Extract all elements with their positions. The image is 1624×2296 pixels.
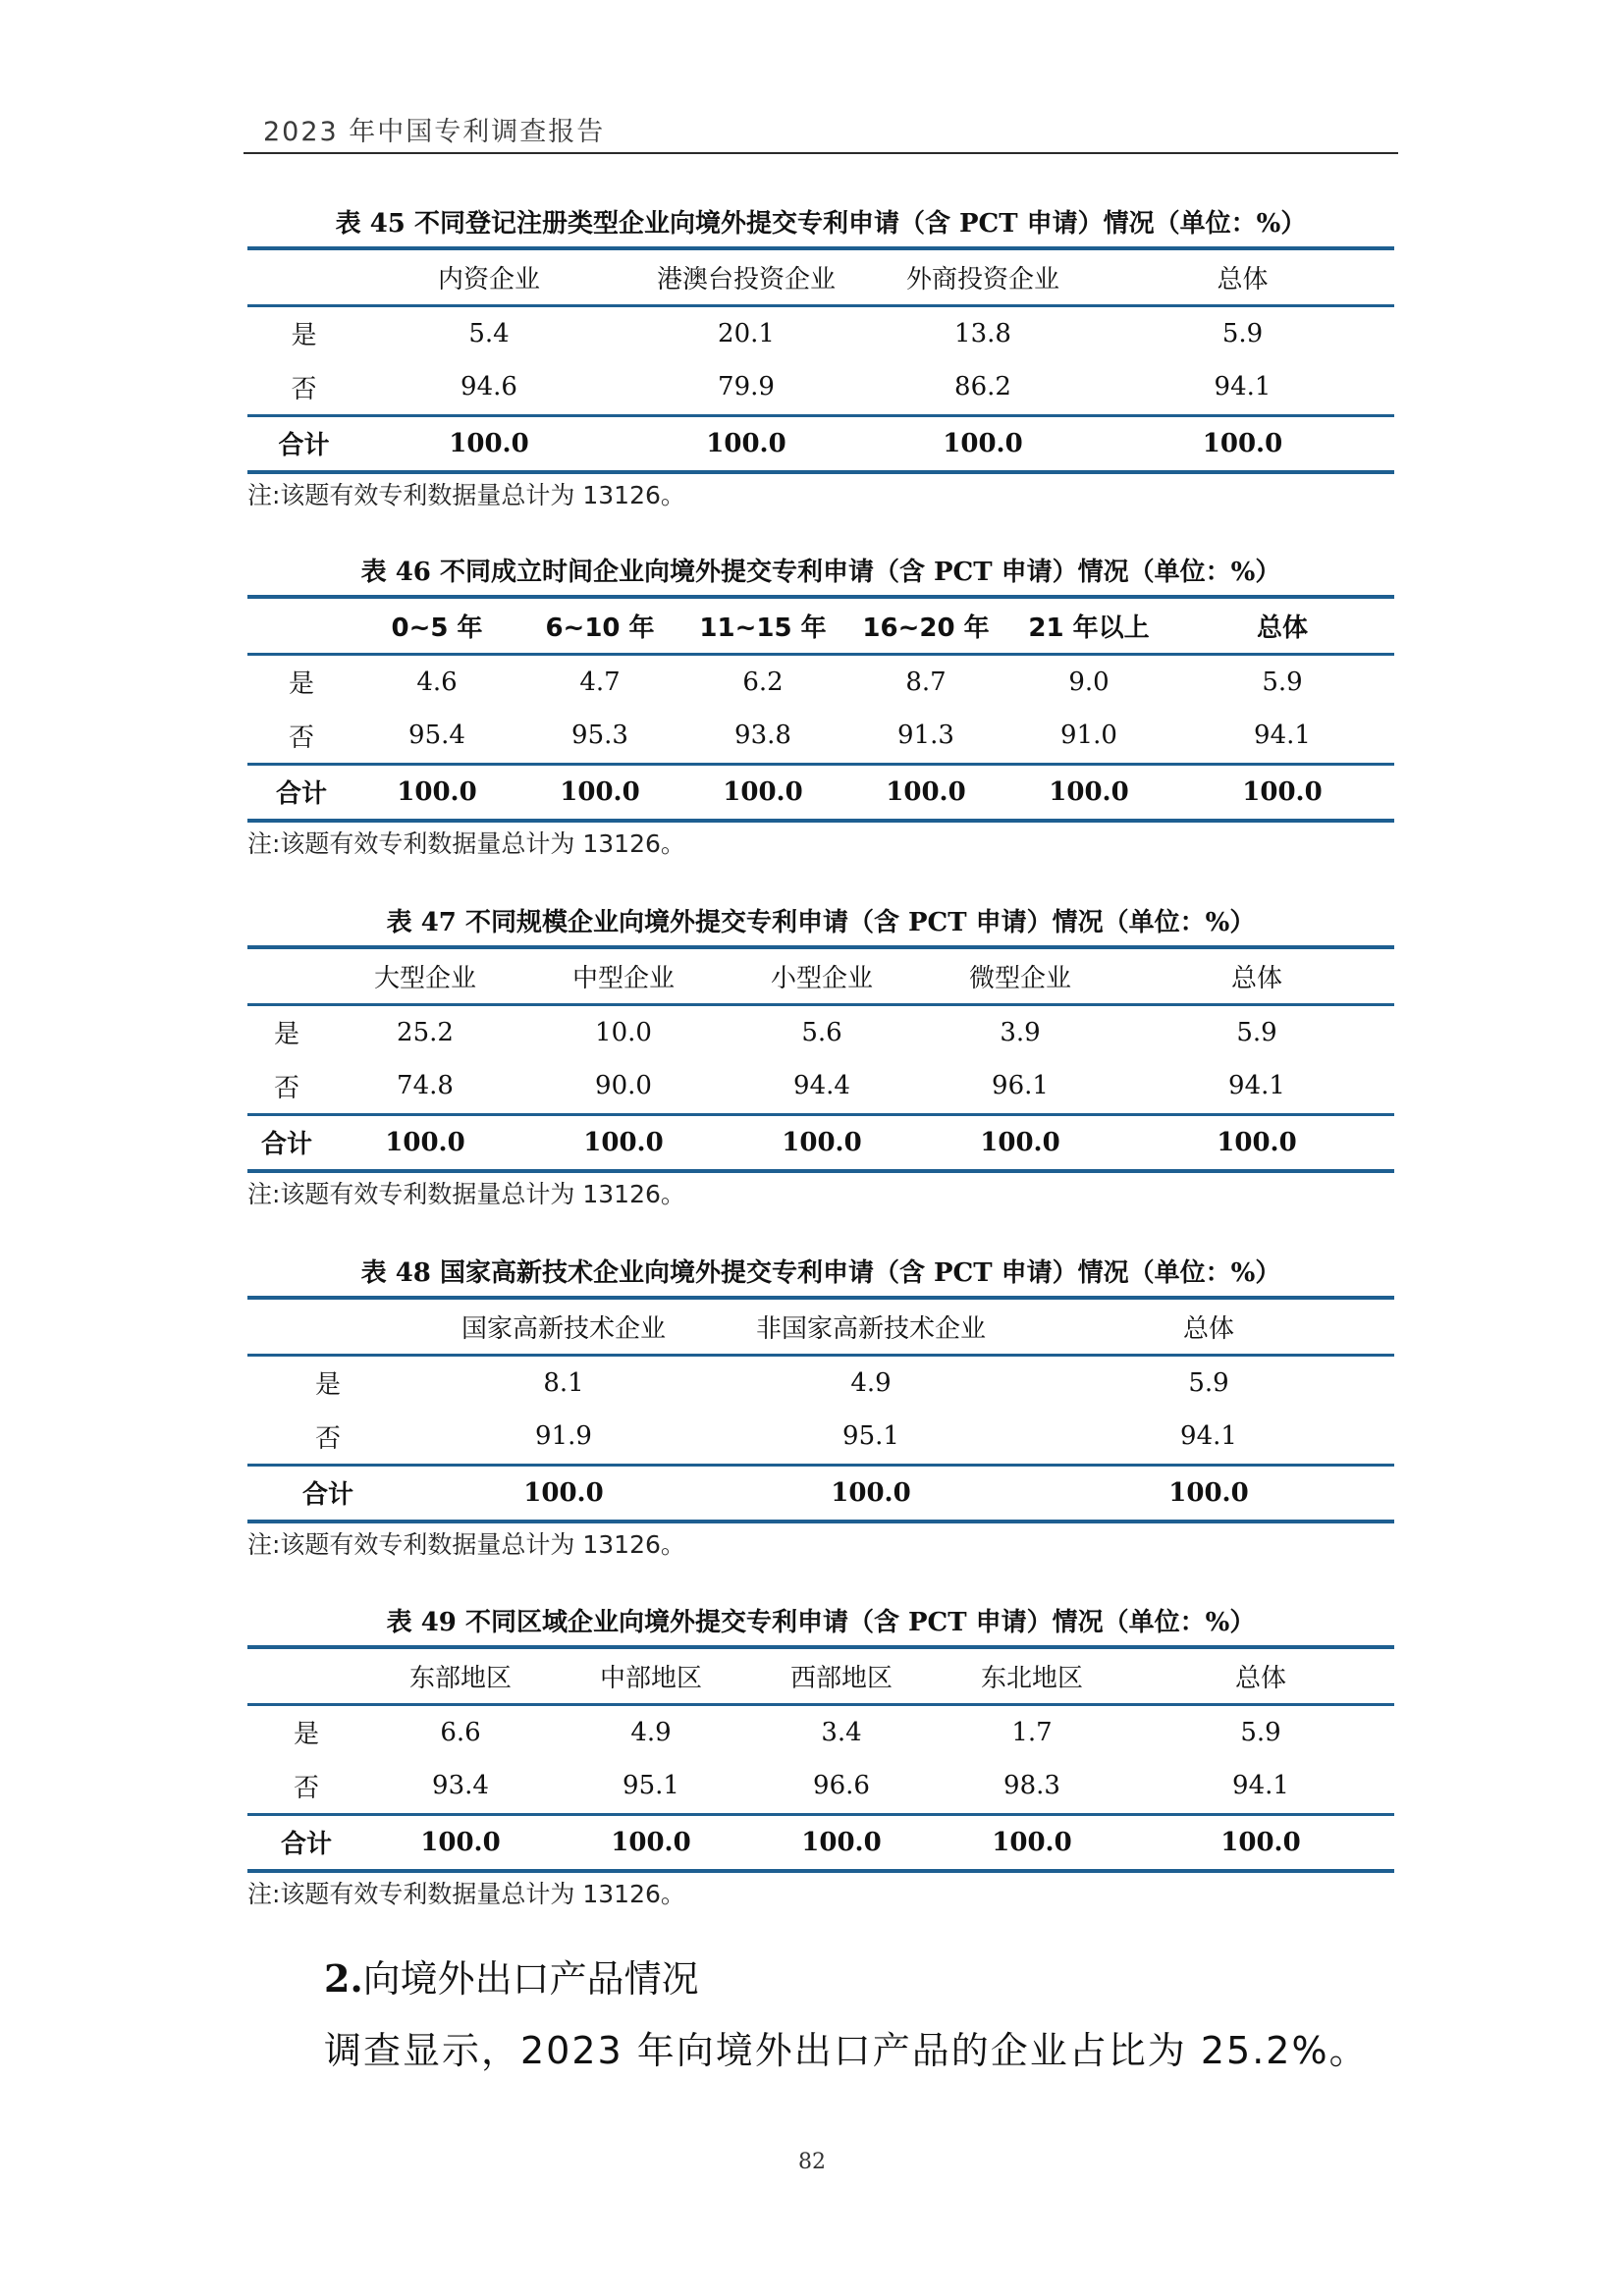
column-header: 中型企业 [524, 947, 723, 1004]
table-cell: 79.9 [618, 360, 875, 415]
table-cell: 100.0 [365, 1814, 556, 1871]
table-cell: 100.0 [921, 1114, 1119, 1171]
table-cell: 100.0 [1119, 1114, 1394, 1171]
row-label: 是 [288, 669, 314, 700]
page-number: 82 [798, 2150, 826, 2174]
table-cell: 4.9 [630, 1717, 672, 1747]
table-cell: 100.0 [326, 1114, 524, 1171]
table-note: 注:该题有效专利数据量总计为 13126。 [247, 1880, 685, 1908]
row-label: 合计 [247, 1114, 326, 1171]
table-row [247, 1004, 1394, 1059]
table-note: 注:该题有效专利数据量总计为 13126。 [247, 481, 685, 509]
row-label: 否 [247, 1759, 365, 1814]
row-label: 合计 [247, 1465, 408, 1522]
column-header: 21 年以上 [1007, 597, 1170, 654]
table-note: 注:该题有效专利数据量总计为 13126。 [247, 829, 685, 858]
header-row [247, 947, 1394, 1004]
column-header: 内资企业 [360, 248, 618, 305]
table-cell: 100.0 [556, 1814, 746, 1871]
header-row [247, 1647, 1394, 1704]
row-label: 是 [293, 1720, 319, 1750]
table-cell: 100.0 [1170, 764, 1394, 821]
row-label: 否 [247, 709, 355, 764]
table-cell: 8.7 [905, 667, 947, 697]
row-label: 合计 [247, 1814, 365, 1871]
table-cell: 98.3 [937, 1759, 1127, 1814]
header-row [247, 1298, 1394, 1355]
table-cell: 5.9 [1221, 318, 1264, 348]
table-cell: 100.0 [844, 764, 1007, 821]
column-header: 微型企业 [921, 947, 1119, 1004]
corner-cell [247, 1298, 408, 1355]
row-label: 合计 [247, 415, 360, 472]
column-header: 总体 [1170, 597, 1394, 654]
table-cell: 94.1 [1127, 1759, 1394, 1814]
row-label: 合计 [247, 764, 355, 821]
table-caption: 表 48 国家高新技术企业向境外提交专利申请（含 PCT 申请）情况（单位：%） [360, 1258, 1281, 1288]
column-header: 西部地区 [746, 1647, 937, 1704]
header-divider [244, 152, 1398, 154]
column-header: 大型企业 [326, 947, 524, 1004]
column-header: 东部地区 [365, 1647, 556, 1704]
row-label: 否 [247, 1059, 326, 1114]
table-cell: 20.1 [718, 318, 775, 348]
table-cell: 74.8 [326, 1059, 524, 1114]
table-cell: 86.2 [875, 360, 1091, 415]
table-cell: 4.7 [579, 667, 621, 697]
section-heading [324, 1949, 699, 2002]
column-header: 总体 [1119, 947, 1394, 1004]
section-number: 2. [324, 1956, 363, 2001]
table-cell: 100.0 [719, 1465, 1023, 1522]
table-row [247, 654, 1394, 709]
row-label: 是 [291, 321, 317, 351]
data-table [247, 1645, 1394, 1873]
table-cell: 6.2 [742, 667, 784, 697]
table-cell: 96.6 [746, 1759, 937, 1814]
header-row [247, 248, 1394, 305]
column-header: 非国家高新技术企业 [719, 1298, 1023, 1355]
table-cell: 5.9 [1188, 1367, 1229, 1398]
table-48 [247, 1251, 1394, 1567]
table-46 [247, 550, 1394, 866]
table-cell: 5.6 [801, 1017, 842, 1047]
table-cell: 94.1 [1091, 360, 1394, 415]
column-header: 总体 [1127, 1647, 1394, 1704]
corner-cell [247, 947, 326, 1004]
total-row [247, 764, 1394, 821]
table-cell: 100.0 [355, 764, 518, 821]
table-cell: 5.9 [1236, 1017, 1277, 1047]
total-row [247, 1814, 1394, 1871]
column-header: 总体 [1023, 1298, 1394, 1355]
table-cell: 95.1 [556, 1759, 746, 1814]
row-label: 否 [247, 360, 360, 415]
table-cell: 5.9 [1262, 667, 1303, 697]
column-header: 11~15 年 [681, 597, 844, 654]
data-table [247, 945, 1394, 1173]
table-cell: 100.0 [723, 1114, 921, 1171]
table-cell: 3.4 [821, 1717, 862, 1747]
running-header: 2023 年中国专利调查报告 [263, 117, 606, 147]
column-header: 中部地区 [556, 1647, 746, 1704]
table-cell: 100.0 [681, 764, 844, 821]
table-caption: 表 49 不同区域企业向境外提交专利申请（含 PCT 申请）情况（单位：%） [386, 1608, 1256, 1637]
table-row [247, 1059, 1394, 1114]
header-row [247, 597, 1394, 654]
column-header: 16~20 年 [844, 597, 1007, 654]
table-cell: 100.0 [618, 415, 875, 472]
column-header: 小型企业 [723, 947, 921, 1004]
table-note: 注:该题有效专利数据量总计为 13126。 [247, 1180, 685, 1208]
table-cell: 91.9 [408, 1410, 719, 1465]
table-cell: 100.0 [408, 1465, 719, 1522]
table-caption: 表 46 不同成立时间企业向境外提交专利申请（含 PCT 申请）情况（单位：%） [360, 558, 1281, 587]
table-cell: 100.0 [1127, 1814, 1394, 1871]
table-cell: 94.1 [1023, 1410, 1394, 1465]
column-header: 总体 [1091, 248, 1394, 305]
total-row [247, 415, 1394, 472]
table-cell: 100.0 [1091, 415, 1394, 472]
data-table [247, 1296, 1394, 1523]
data-table [247, 595, 1394, 823]
table-cell: 4.9 [850, 1367, 892, 1398]
table-row [247, 1759, 1394, 1814]
table-cell: 1.7 [1011, 1717, 1053, 1747]
column-header: 东北地区 [937, 1647, 1127, 1704]
total-row [247, 1114, 1394, 1171]
table-cell: 5.9 [1240, 1717, 1281, 1747]
table-cell: 10.0 [595, 1017, 652, 1047]
table-cell: 94.1 [1119, 1059, 1394, 1114]
table-cell: 100.0 [524, 1114, 723, 1171]
corner-cell [247, 597, 355, 654]
table-note: 注:该题有效专利数据量总计为 13126。 [247, 1530, 685, 1559]
table-cell: 3.9 [1000, 1017, 1041, 1047]
column-header: 国家高新技术企业 [408, 1298, 719, 1355]
column-header: 外商投资企业 [875, 248, 1091, 305]
body-paragraph: 调查显示，2023 年向境外出口产品的企业占比为 25.2%。 [324, 2029, 1369, 2072]
table-cell: 9.0 [1068, 667, 1110, 697]
table-row [247, 1410, 1394, 1465]
table-cell: 94.4 [723, 1059, 921, 1114]
table-row [247, 1704, 1394, 1759]
table-cell: 6.6 [440, 1717, 481, 1747]
table-cell: 95.3 [518, 709, 681, 764]
table-caption: 表 47 不同规模企业向境外提交专利申请（含 PCT 申请）情况（单位：%） [386, 908, 1256, 937]
table-cell: 100.0 [1023, 1465, 1394, 1522]
column-header: 6~10 年 [518, 597, 681, 654]
table-cell: 93.4 [365, 1759, 556, 1814]
table-cell: 100.0 [746, 1814, 937, 1871]
row-label: 是 [273, 1020, 299, 1050]
total-row [247, 1465, 1394, 1522]
table-row [247, 1355, 1394, 1410]
table-cell: 94.6 [360, 360, 618, 415]
table-cell: 100.0 [360, 415, 618, 472]
table-caption: 表 45 不同登记注册类型企业向境外提交专利申请（含 PCT 申请）情况（单位：%） [335, 209, 1307, 239]
table-cell: 95.4 [355, 709, 518, 764]
table-cell: 5.4 [468, 318, 510, 348]
table-cell: 91.0 [1007, 709, 1170, 764]
table-cell: 13.8 [954, 318, 1011, 348]
table-row [247, 360, 1394, 415]
table-49 [247, 1600, 1394, 1916]
table-cell: 93.8 [681, 709, 844, 764]
row-label: 是 [314, 1370, 341, 1401]
corner-cell [247, 1647, 365, 1704]
row-label: 否 [247, 1410, 408, 1465]
table-cell: 8.1 [543, 1367, 584, 1398]
table-cell: 100.0 [1007, 764, 1170, 821]
table-cell: 100.0 [937, 1814, 1127, 1871]
column-header: 0~5 年 [355, 597, 518, 654]
table-cell: 95.1 [719, 1410, 1023, 1465]
table-cell: 4.6 [416, 667, 458, 697]
table-cell: 91.3 [844, 709, 1007, 764]
table-45 [247, 201, 1394, 517]
column-header: 港澳台投资企业 [618, 248, 875, 305]
table-cell: 90.0 [524, 1059, 723, 1114]
table-cell: 25.2 [397, 1017, 454, 1047]
table-row [247, 305, 1394, 360]
section-title: 向境外出口产品情况 [362, 1957, 699, 2001]
table-47 [247, 900, 1394, 1216]
data-table [247, 246, 1394, 474]
table-cell: 94.1 [1170, 709, 1394, 764]
table-row [247, 709, 1394, 764]
corner-cell [247, 248, 360, 305]
table-cell: 100.0 [875, 415, 1091, 472]
table-cell: 96.1 [921, 1059, 1119, 1114]
table-cell: 100.0 [518, 764, 681, 821]
